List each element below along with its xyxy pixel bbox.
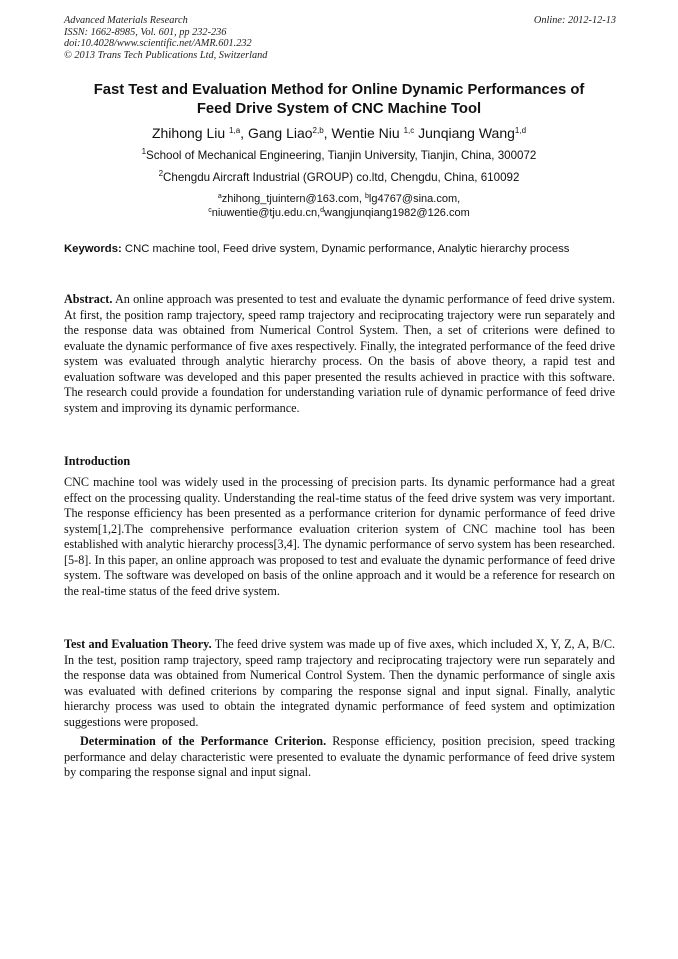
determination-text: Response efficiency, position precision, speed tracking performance and delay characteristic were presented to evaluate the dynamic performance of feed drive system by comparing the response signal and input signal. bbox=[64, 734, 615, 780]
author-name: Zhihong Liu bbox=[151, 125, 226, 141]
author-separator: , bbox=[240, 125, 248, 141]
introduction-heading: Introduction bbox=[64, 454, 131, 468]
abstract-section bbox=[64, 292, 615, 416]
email-sup: a bbox=[217, 193, 222, 200]
email-sup: b bbox=[364, 193, 369, 200]
determination-section bbox=[64, 734, 615, 781]
online-date: Online: 2012-12-13 bbox=[533, 15, 616, 26]
journal-name: Advanced Materials Research bbox=[64, 15, 188, 26]
author-name: Wentie Niu bbox=[331, 125, 400, 141]
affiliation-text: School of Mechanical Engineering, Tianjin University, Tianjin, China, 300072 bbox=[146, 149, 537, 162]
author-list bbox=[40, 124, 638, 142]
affiliation-1 bbox=[40, 149, 638, 163]
affiliation-text: Chengdu Aircraft Industrial (GROUP) co.ltd, Chengdu, China, 610092 bbox=[163, 171, 520, 184]
keywords-label: Keywords: bbox=[64, 243, 122, 255]
author-sup: 1,c bbox=[403, 126, 415, 135]
title-line-1: Fast Test and Evaluation Method for Online Dynamic Performances of bbox=[93, 82, 585, 98]
author-sup: 1,a bbox=[229, 126, 241, 135]
author-emails bbox=[40, 193, 638, 220]
author-separator: , bbox=[323, 125, 332, 141]
email-line-1 bbox=[40, 193, 638, 207]
email-link[interactable]: wangjunqiang1982@126.com bbox=[324, 206, 470, 219]
keywords-section bbox=[64, 242, 615, 256]
introduction-text: CNC machine tool was widely used in the processing of precision parts. Its dynamic performance had a great effect on the processing quality. Understanding the real-time status of the feed drive system was very important. The response efficiency has been presented as a performance criterion for dynamic performance of feed drive system[1,2].The comprehensive performance evaluation criterion system of CNC machine tool has been established with analytic hierarchy process[3,4]. The dynamic performance of servo system has been researched. [5-8]. In this paper, an online approach was proposed to test and evaluate the dynamic performance of feed drive system. The software was developed on basis of the online approach and it would be a reference for research on the real-time status of the feed drive system. bbox=[64, 475, 615, 598]
affiliation-sup: 1 bbox=[141, 147, 147, 156]
email-sup: c bbox=[208, 206, 212, 214]
theory-label: Test and Evaluation Theory. bbox=[64, 637, 212, 651]
abstract-text: An online approach was presented to test and evaluate the dynamic performance of feed drive system. At first, the position ramp trajectory, speed ramp trajectory and reciprocating trajectory were run separately and the response data was obtained from Numerical Control System. Then, a set of criterions were defined to evaluate the dynamic performance of five axes respectively. Finally, the integrated performance of the feed drive system was evaluated through analytic hierarchy process. On the basis of above theory, a rapid test and evaluation software was developed and this paper presented the results achieved in practice with this software. The research could provide a foundation for understanding variation rule of dynamic performance of feed drive system and improving its dynamic performance. bbox=[64, 292, 615, 415]
determination-label: Determination of the Performance Criterion. bbox=[80, 734, 327, 748]
copyright-line: © 2013 Trans Tech Publications Ltd, Switzerland bbox=[64, 49, 268, 61]
theory-section bbox=[64, 637, 615, 730]
author-name: Junqiang Wang bbox=[418, 125, 515, 141]
author-sup: 1,d bbox=[514, 126, 527, 135]
doi-line: doi:10.4028/www.scientific.net/AMR.601.232 bbox=[64, 38, 252, 50]
author-sup: 2,b bbox=[312, 126, 324, 135]
issn-line: ISSN: 1662-8985, Vol. 601, pp 232-236 bbox=[64, 26, 227, 38]
abstract-label: Abstract. bbox=[64, 292, 113, 306]
email-link[interactable]: niuwentie@tju.edu.cn, bbox=[211, 206, 321, 219]
journal-header bbox=[64, 15, 616, 61]
paper-title bbox=[50, 81, 628, 118]
email-link[interactable]: lg4767@sina.com, bbox=[368, 193, 461, 205]
email-sup: d bbox=[320, 206, 325, 214]
keywords-text: CNC machine tool, Feed drive system, Dynamic performance, Analytic hierarchy process bbox=[121, 243, 570, 255]
title-line-2: Feed Drive System of CNC Machine Tool bbox=[196, 100, 482, 117]
affiliation-sup: 2 bbox=[158, 169, 164, 178]
author-name: Gang Liao bbox=[247, 125, 313, 141]
affiliation-2 bbox=[40, 171, 638, 185]
theory-text: The feed drive system was made up of five axes, which included X, Y, Z, A, B/C. In the test, position ramp trajectory, speed ramp trajectory and reciprocating trajectory were run separately and the response data was obtained from Numerical Control System. Then the dynamic performance of single axis was evaluated with defined criterions by comparing the response signal and input signal. Finally, analytic hierarchy process was used to obtain the integrated dynamic performance of feed system and optimization suggestions were proposed. bbox=[64, 637, 616, 729]
email-line-2 bbox=[40, 207, 638, 221]
email-link[interactable]: zhihong_tjuintern@163.com, bbox=[221, 193, 365, 205]
